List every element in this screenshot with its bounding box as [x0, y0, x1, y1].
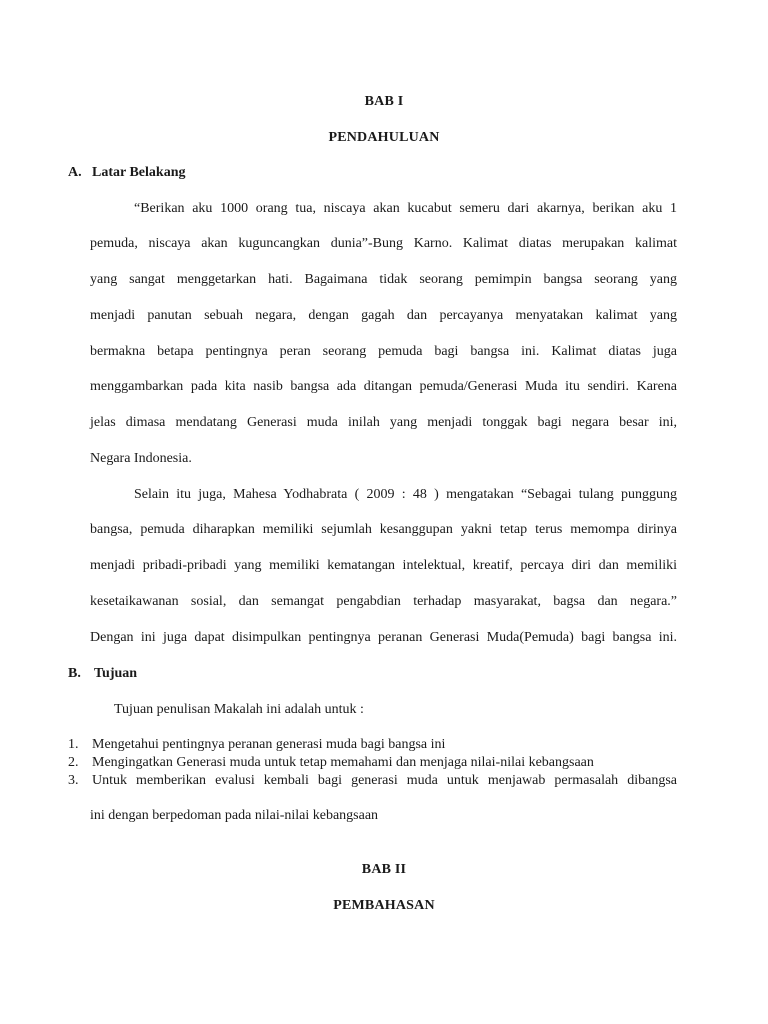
paragraph-2-line-4: kesetaikawanan sosial, dan semangat pengabdian terhadap masyarakat, bagsa dan negara.”: [90, 594, 677, 609]
paragraph-1-line-8: Negara Indonesia.: [90, 451, 192, 466]
section-b-title: Tujuan: [94, 666, 138, 681]
paragraph-2-line-1: Selain itu juga, Mahesa Yodhabrata ( 2009 : 48 ) mengatakan “Sebagai tulang punggung: [134, 487, 677, 502]
paragraph-2-line-2: bangsa, pemuda diharapkan memiliki sejumlah kesanggupan yakni tetap terus memompa dirinya: [90, 522, 677, 537]
section-a-title: Latar Belakang: [92, 165, 186, 180]
paragraph-1-line-2: pemuda, niscaya akan kuguncangkan dunia”-Bung Karno. Kalimat diatas merupakan kalimat: [90, 236, 677, 251]
paragraph-1-line-6: menggambarkan pada kita nasib bangsa ada ditangan pemuda/Generasi Muda itu sendiri. Karena: [90, 379, 677, 394]
tujuan-intro: Tujuan penulisan Makalah ini adalah untuk :: [114, 702, 364, 717]
paragraph-1-line-4: menjadi panutan sebuah negara, dengan gagah dan percayanya menyatakan kalimat yang: [90, 308, 677, 323]
paragraph-1-line-1: “Berikan aku 1000 orang tua, niscaya akan kucabut semeru dari akarnya, berikan aku 1: [134, 201, 677, 216]
list-item-1-number: 1.: [68, 737, 79, 752]
list-item-3-number: 3.: [68, 773, 79, 788]
paragraph-1-line-3: yang sangat menggetarkan hati. Bagaimana tidak seorang pemimpin bangsa seorang yang: [90, 272, 677, 287]
list-item-3-continuation: ini dengan berpedoman pada nilai-nilai kebangsaan: [90, 808, 379, 823]
chapter-2-title: PEMBAHASAN: [333, 898, 435, 913]
paragraph-2-line-5: Dengan ini juga dapat disimpulkan pentingnya peranan Generasi Muda(Pemuda) bagi bangsa ini.: [90, 630, 677, 645]
section-a-marker: A.: [68, 165, 82, 180]
section-b-marker: B.: [68, 666, 81, 681]
paragraph-1-line-7: jelas dimasa mendatang Generasi muda inilah yang menjadi tonggak bagi negara besar ini,: [90, 415, 677, 430]
paragraph-2-line-3: menjadi pribadi-pribadi yang memiliki kematangan intelektual, kreatif, percaya diri dan memiliki: [90, 558, 677, 573]
list-item-3-text: Untuk memberikan evalusi kembali bagi generasi muda untuk menjawab permasalah dibangsa: [92, 773, 677, 788]
list-item-1-text: Mengetahui pentingnya peranan generasi muda bagi bangsa ini: [92, 737, 446, 752]
list-item-2-number: 2.: [68, 755, 79, 770]
list-item-2-text: Mengingatkan Generasi muda untuk tetap memahami dan menjaga nilai-nilai kebangsaan: [92, 755, 594, 770]
paragraph-1-line-5: bermakna betapa pentingnya peran seorang pemuda bagi bangsa ini. Kalimat diatas juga: [90, 344, 677, 359]
chapter-number: BAB I: [364, 94, 404, 109]
chapter-2-number: BAB II: [361, 862, 407, 877]
chapter-title: PENDAHULUAN: [328, 130, 440, 145]
